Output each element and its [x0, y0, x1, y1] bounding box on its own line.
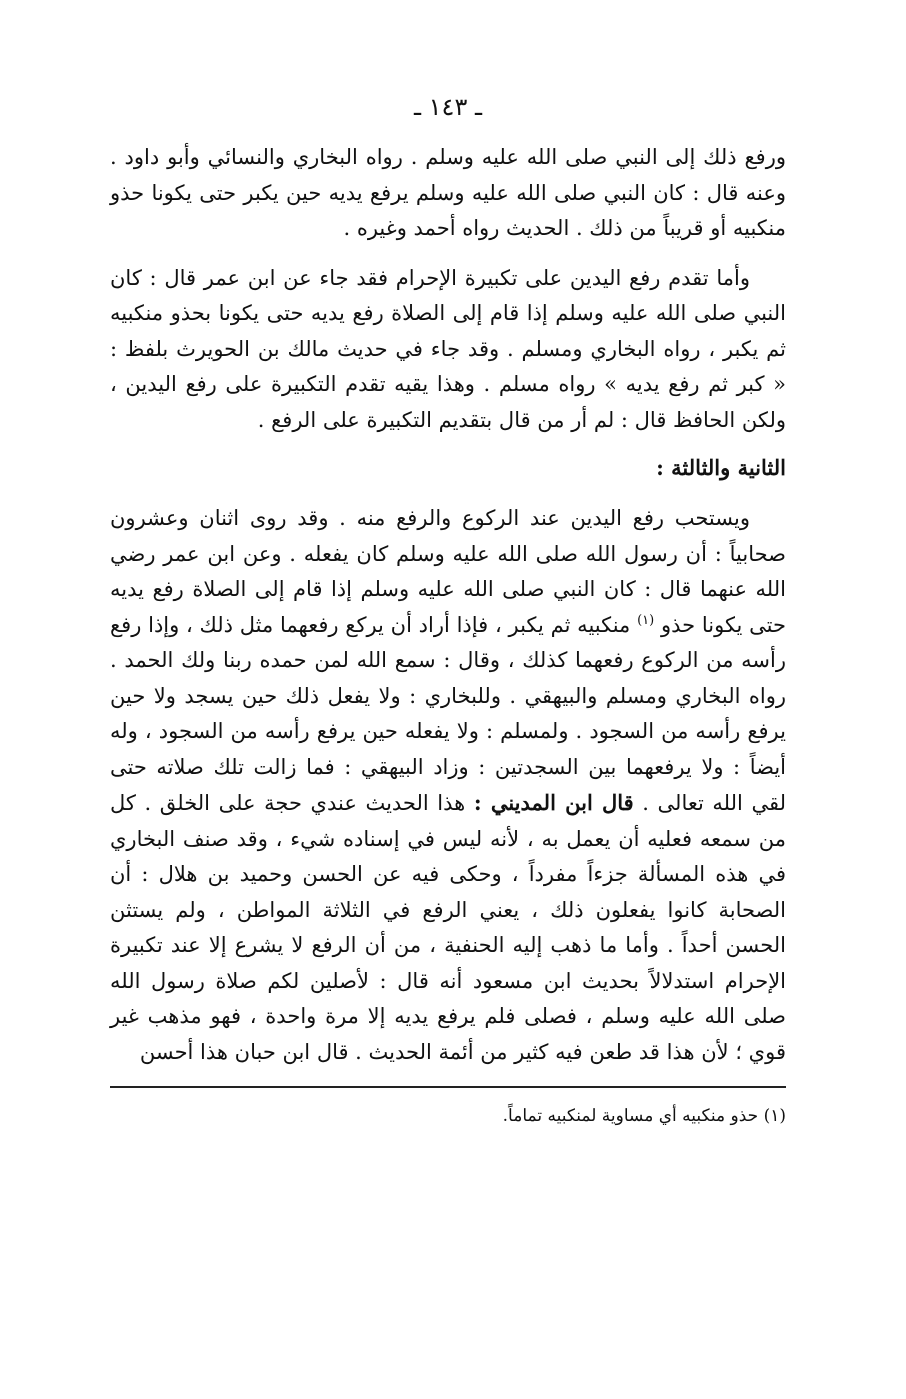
paragraph-takbir-order: وأما تقدم رفع اليدين على تكبيرة الإحرام فقد جاء عن ابن عمر قال : كان النبي صلى الله عليه وسلم إذا قام إلى الصلاة رفع يديه حتى يكونا بحذو منكبيه ثم يكبر ، رواه البخاري ومسلم . وقد جاء في حديث مالك بن الحويرث بلفظ : « كبر ثم رفع يديه » رواه مسلم . وهذا يقيه تقدم التكبيرة على رفع اليدين ، ولكن الحافظ قال : لم أر من قال بتقديم التكبيرة على الرفع . [110, 265, 786, 432]
bold-attribution: قال ابن المديني : [473, 790, 634, 815]
footnote-divider [110, 1086, 786, 1088]
paragraph-text-part1: ويستحب رفع اليدين عند الركوع والرفع منه . وقد روى اثنان وعشرون صحابياً : أن رسول الله صلى الله عليه وسلم كان يفعله . وعن ابن عمر رضي الله عنهما قال : كان النبي صلى الله عليه وسلم إذا قام إلى الصلاة رفع يديه حتى يكونا حذو [110, 506, 786, 637]
paragraph-ruku-raising [110, 501, 786, 1070]
footnote: (١) حذو منكبيه أي مساوية لمنكبيه تماماً. [502, 1106, 786, 1126]
paragraph-text-part2: منكبيه ثم يكبر ، فإذا أراد أن يركع رفعهما مثل ذلك ، وإذا رفع رأسه من الركوع رفعهما كذلك ، وقال : سمع الله لمن حمده ربنا ولك الحمد . رواه البخاري ومسلم والبيهقي . وللبخاري : ولا يفعل ذلك حين يسجد ولا حين يرفع رأسه من السجود . ولمسلم : ولا يفعله حين يرفع رأسه من السجود ، وله أيضاً : ولا يرفعهما بين السجدتين : وزاد البيهقي : فما زالت تلك صلاته حتى لقي الله تعالى . [110, 612, 786, 815]
book-page [110, 92, 786, 1382]
paragraph-text-part3: هذا الحديث عندي حجة على الخلق . كل من سمعه فعليه أن يعمل به ، لأنه ليس في إسناده شيء ، وقد صنف البخاري في هذه المسألة جزءاً مفرداً ، وحكى فيه عن الحسن وحميد بن هلال : أن الصحابة كانوا يفعلون ذلك ، يعني الرفع في الثلاثة المواطن ، ولم يستثن الحسن أحداً . وأما ما ذهب إليه الحنفية ، من أن الرفع لا يشرع إلا عند تكبيرة الإحرام استدلالاً بحديث ابن مسعود أنه قال : لأصلين لكم صلاة رسول الله صلى الله عليه وسلم ، فصلى فلم يرفع يديه إلا مرة واحدة ، فهو مذهب غير قوي ؛ لأن هذا قد طعن فيه كثير من أئمة الحديث . قال ابن حبان هذا أحسن [110, 791, 786, 1064]
paragraph-hadith-raising-hands: ورفع ذلك إلى النبي صلى الله عليه وسلم . رواه البخاري والنسائي وأبو داود . وعنه قال : كان النبي صلى الله عليه وسلم يرفع يديه حين يكبر حتى يكونا حذو منكبيه أو قريباً من ذلك . الحديث رواه أحمد وغيره . [110, 145, 786, 240]
footnote-reference[interactable]: (١) [637, 612, 655, 628]
page-number: ـ ١٤٣ ـ [413, 93, 482, 121]
section-heading: الثانية والثالثة : [656, 455, 786, 480]
